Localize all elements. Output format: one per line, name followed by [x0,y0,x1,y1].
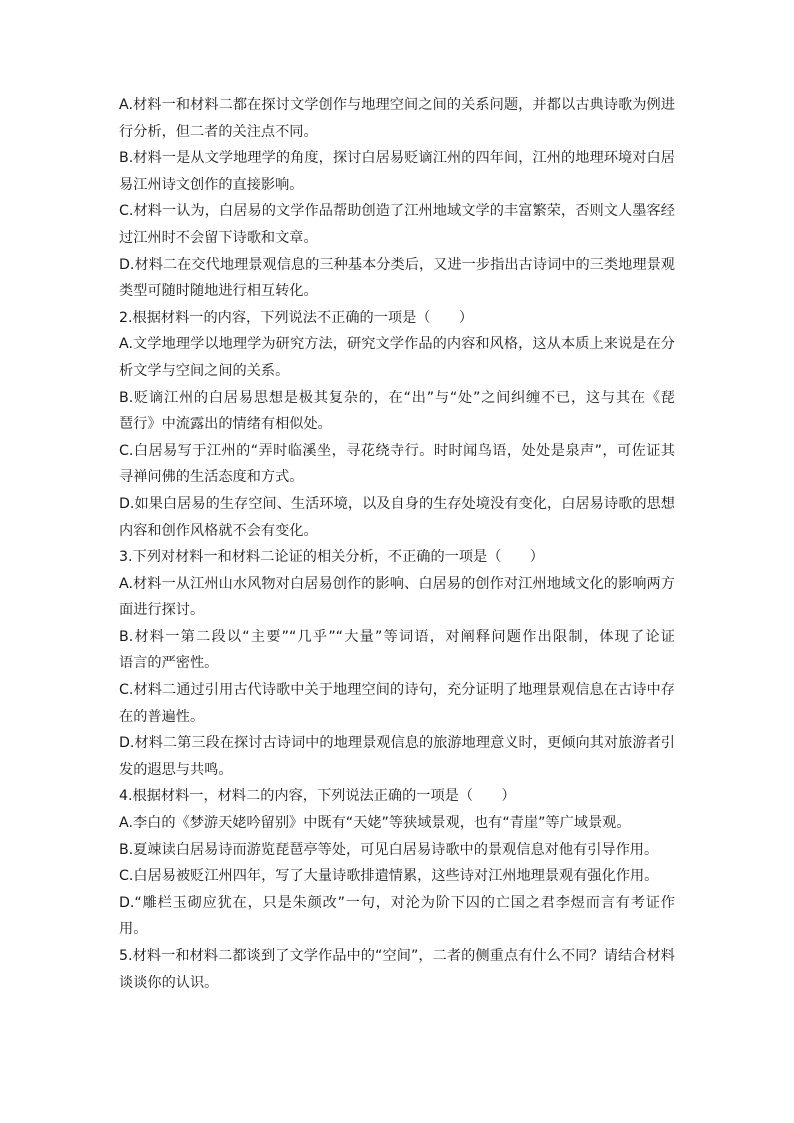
text-line: 谈谈你的认识。 [119,974,219,991]
document-page [119,92,675,996]
text-line: 类型可随时随地进行相互转化。 [119,283,318,300]
text-line: C.材料二通过引用古代诗歌中关于地理空间的诗句，充分证明了地理景观信息在古诗中存 [119,682,675,699]
question-2-stem: 2.根据材料一的内容，下列说法不正确的一项是（ ） [119,309,474,326]
text-line: 易江州诗文创作的直接影响。 [119,176,304,193]
text-line: B.材料一是从文学地理学的角度，探讨白居易贬谪江州的四年间，江州的地理环境对白居 [119,150,675,167]
text-line: 析文学与空间之间的关系。 [119,362,290,379]
text-line: 面进行探讨。 [119,602,205,619]
question-4-stem: 4.根据材料一，材料二的内容，下列说法正确的一项是（ ） [119,788,516,805]
text-line: 琶行》中流露出的情绪有相似处。 [119,416,332,433]
text-line: D.“雕栏玉砌应犹在，只是朱颜改”一句，对沦为阶下囚的亡国之君李煜而言有考证作 [119,894,675,911]
text-line: C.白居易被贬江州四年，写了大量诗歌排遣情累，这些诗对江州地理景观有强化作用。 [119,868,659,885]
text-line: 过江州时不会留下诗歌和文章。 [119,229,318,246]
text-line: A.李白的《梦游天姥吟留别》中既有“天姥”等狭域景观，也有“青崖”等广域景观。 [119,815,631,832]
text-line: B.夏竦读白居易诗而游览琵琶亭等处，可见白居易诗歌中的景观信息对他有引导作用。 [119,841,659,858]
text-line: 内容和创作风格就不会有变化。 [119,522,318,539]
text-line: C.白居易写于江州的“弄时临溪坐，寻花绕寺行。时时闻鸟语，处处是泉声”，可佐证其 [119,442,675,459]
text-line: B.贬谪江州的白居易思想是极其复杂的，在“出”与“处”之间纠缠不已，这与其在《琵 [119,389,675,406]
text-line: A.材料一和材料二都在探讨文学创作与地理空间之间的关系问题，并都以古典诗歌为例进 [119,97,675,113]
question-3-stem: 3.下列对材料一和材料二论证的相关分析，不正确的一项是（ ） [119,549,544,566]
text-line: 用。 [119,921,148,938]
text-line: D.如果白居易的生存空间、生活环境，以及自身的生存处境没有变化，白居易诗歌的思想 [119,495,675,512]
text-line: A.材料一从江州山水风物对白居易创作的影响、白居易的创作对江州地域文化的影响两方 [119,575,675,592]
text-line: 行分析，但二者的关注点不同。 [119,123,318,140]
text-line: B.材料一第二段以“主要”“几乎”“大量”等词语，对阐释问题作出限制，体现了论证 [119,628,675,645]
text-line: D.材料二在交代地理景观信息的三种基本分类后，又进一步指出古诗词中的三类地理景观 [119,256,675,273]
text-line: C.材料一认为，白居易的文学作品帮助创造了江州地域文学的丰富繁荣，否则文人墨客经 [119,203,675,220]
text-line: D.材料二第三段在探讨古诗词中的地理景观信息的旅游地理意义时，更倾向其对旅游者引 [119,735,675,752]
text-line: 寻禅问佛的生活态度和方式。 [119,469,304,486]
text-line: 在的普遍性。 [119,708,205,725]
text-line: 语言的严密性。 [119,655,219,672]
text-line: A.文学地理学以地理学为研究方法，研究文学作品的内容和风格，这从本质上来说是在分 [119,336,675,353]
text-line: 发的遐思与共鸣。 [119,761,233,778]
question-5-stem: 5.材料一和材料二都谈到了文学作品中的“空间”，二者的侧重点有什么不同？请结合材料 [119,948,675,964]
